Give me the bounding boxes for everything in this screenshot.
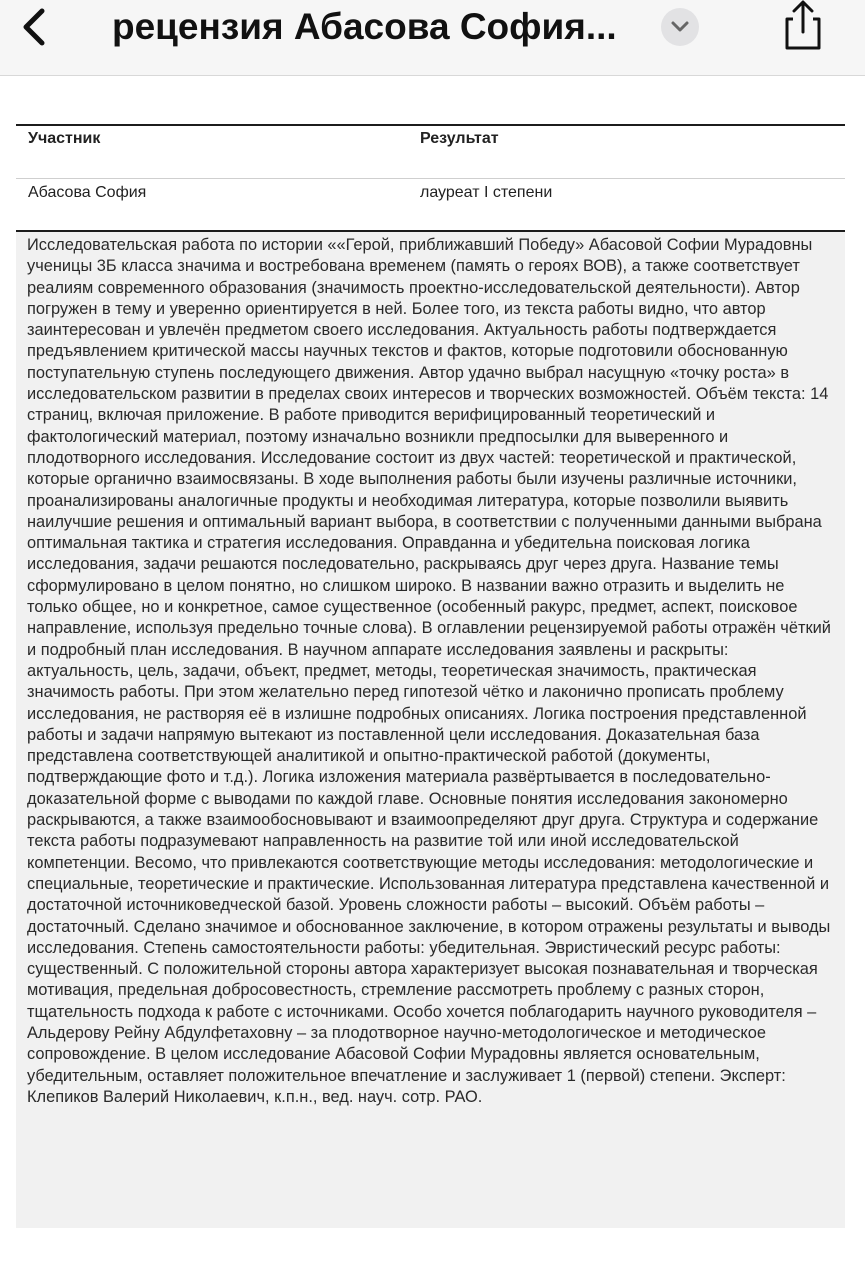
results-table: [16, 124, 845, 233]
header-result: Результат: [420, 130, 499, 147]
table-row: [16, 178, 845, 233]
document-title: рецензия Абасова София...: [112, 6, 617, 47]
top-toolbar: [0, 0, 865, 76]
participant-name: Абасова София: [28, 184, 147, 201]
title-options-button[interactable]: [661, 8, 699, 46]
participant-result: лауреат I степени: [420, 184, 553, 201]
chevron-down-icon: [670, 18, 690, 36]
share-button[interactable]: [778, 0, 826, 52]
chevron-left-icon: [12, 4, 56, 50]
review-text: Исследовательская работа по истории ««Герой, приближавший Победу» Абасовой Софии Мурадовны ученицы 3Б класса значима и востребована временем (память о героях ВОВ), а также соответствует реалиям современного образования (значимость проектно-исследовательской деятельности). Автор погружен в тему и уверенно ориентируется в ней. Более того, из текста работы видно, что автор заинтересован и увлечён предметом своего исследования. Актуальность работы подтверждается предъявлением критической массы научных текстов и фактов, которые подготовили обоснованную поступательную ступень последующего движения. Автор удачно выбрал насущную «точку роста» в исследовательском развитии в пределах своих интересов и творческих возможностей. Объём текста: 14 страниц, включая приложение. В работе приводится верифицированный теоретический и фактологический материал, поэтому изначально возникли предпосылки для выверенного и плодотворного исследования. Исследование состоит из двух частей: теоретической и практической, которые органично взаимосвязаны. В ходе выполнения работы были изучены различные источники, проанализированы аналогичные продукты и необходимая литература, которые позволили выявить наилучшие решения и оптимальный вариант выбора, в соответствии с полученными данными выбрана оптимальная тактика и стратегия исследования. Оправданна и убедительна поисковая логика исследования, задачи решаются последовательно, раскрываясь друг через друга. Название темы сформулировано в целом понятно, но слишком широко. В названии важно отразить и выделить не только общее, но и конкретное, самое существенное (особенный ракурс, предмет, аспект, поисковое направление, используя предельно точные слова). В оглавлении рецензируемой работы отражён чёткий и подробный план исследования. В научном аппарате исследования заявлены и раскрыты: актуальность, цель, задачи, объект, предмет, методы, теоретическая значимость, практическая значимость работы. При этом желательно перед гипотезой чётко и лаконично прописать проблему исследования, не растворяя её в излишне подробных описаниях. Логика построения представленной работы и задачи напрямую вытекают из поставленной цели исследования. Доказательная база представлена соответствующей аналитикой и опытно-практической работой (документы, подтверждающие фото и т.д.). Логика изложения материала развёртывается в последовательно-доказательной форме с выводами по каждой главе. Основные понятия исследования закономерно раскрываются, а также взаимообосновывают и взаимоопределяют друг друга. Структура и содержание текста работы подразумевают направленность на развитие той или иной исследовательской компетенции. Весомо, что привлекаются соответствующие методы исследования: методологические и специальные, теоретические и практические. Использованная литература представлена качественной и достаточной источниковедческой базой. Уровень сложности работы – высокий. Объём работы – достаточный. Сделано значимое и обоснованное заключение, в котором отражены результаты и выводы исследования. Степень самостоятельности работы: убедительная. Эвристический ресурс работы: существенный. С положительной стороны автора характеризует высокая познавательная и творческая мотивация, предельная добросовестность, стремление рассмотреть проблему с разных сторон, тщательность подхода к работе с источниками. Особо хочется поблагодарить научного руководителя – Альдерову Рейну Абдулфетаховну – за плодотворное научно-методологическое и методическое сопровождение. В целом исследование Абасовой Софии Мурадовны является основательным, убедительным, оставляет положительное впечатление и заслуживает 1 (первой) степени. Эксперт: Клепиков Валерий Николаевич, к.п.н., вед. науч. сотр. РАО.: [16, 230, 845, 1228]
table-header-row: [16, 124, 845, 178]
share-icon: [778, 0, 826, 52]
header-participant: Участник: [28, 130, 101, 147]
back-button[interactable]: [12, 4, 56, 50]
